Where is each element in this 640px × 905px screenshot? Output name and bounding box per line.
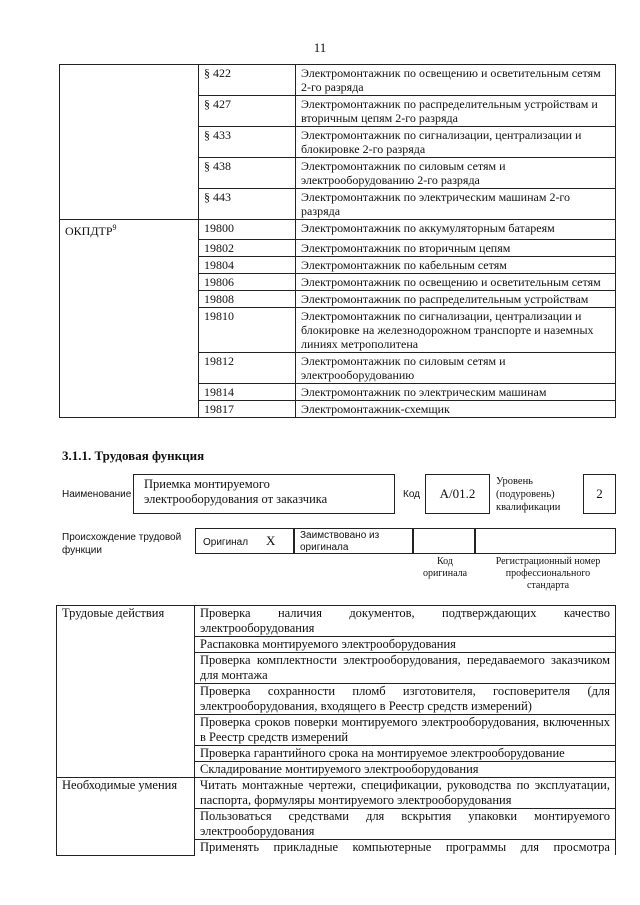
list-item: Читать монтажные чертежи, спецификации, руководства по эксплуатации, паспорта, формуляры монтируемого электрооборудования [195, 778, 616, 809]
code-cell: § 433 [199, 127, 296, 158]
page-number: 11 [313, 40, 327, 55]
table-row [60, 239, 616, 256]
name-cell: Электромонтажник по аккумуляторным батареям [296, 220, 616, 240]
original-label: Оригинал [203, 537, 249, 548]
origin-label-line: функции [62, 545, 102, 556]
code-cell: § 427 [199, 96, 296, 127]
caption-line: стандарта [526, 580, 570, 591]
name-cell: Электромонтажник по освещению и осветительным сетям 2-го разряда [296, 65, 616, 96]
original-code-caption [413, 556, 477, 580]
origin-label [62, 531, 181, 557]
level-label [496, 475, 560, 514]
reg-number-cell [475, 528, 616, 554]
code-cell: § 422 [199, 65, 296, 96]
code-cell: 19802 [199, 239, 296, 256]
list-item: Пользоваться средствами для вскрытия упаковки монтируемого электрооборудования [195, 809, 616, 840]
borrowed-cell [294, 528, 413, 554]
code-cell: 19810 [199, 307, 296, 352]
table-row [60, 220, 616, 240]
code-label: Код [403, 489, 421, 500]
table-row [60, 96, 616, 127]
code-cell: 19800 [199, 220, 296, 240]
original-cell [195, 528, 294, 554]
table-row [60, 290, 616, 307]
origin-label-line: Происхождение трудовой [62, 532, 182, 543]
code-cell: 19814 [199, 383, 296, 400]
reg-number-caption [480, 556, 616, 592]
okpdtr-label: ОКПДТР [65, 224, 113, 238]
code-cell: § 443 [199, 189, 296, 220]
list-item: Проверка сохранности пломб изготовителя, госповерителя (для электрооборудования, входящего в Реестр средств измерений) [195, 684, 616, 715]
borrowed-label-line: оригинала [300, 542, 349, 553]
section-title: 3.1.1. Трудовая функция [62, 448, 205, 463]
level-value-field: 2 [583, 474, 616, 514]
table-row [60, 383, 616, 400]
table-row [60, 352, 616, 383]
name-cell: Электромонтажник по силовым сетям и электрооборудованию 2-го разряда [296, 158, 616, 189]
name-cell: Электромонтажник по электрическим машинам 2-го разряда [296, 189, 616, 220]
level-label-line: квалификации [496, 502, 561, 513]
list-item: Распаковка монтируемого электрооборудования [195, 637, 616, 653]
name-cell: Электромонтажник по силовым сетям и электрооборудованию [296, 352, 616, 383]
name-cell: Электромонтажник по освещению и осветительным сетям [296, 273, 616, 290]
original-mark: X [266, 533, 276, 548]
table-row [60, 127, 616, 158]
borrowed-label [300, 530, 379, 554]
classification-table [59, 64, 616, 418]
level-label-line: (подуровень) [496, 489, 555, 500]
code-cell: 19806 [199, 273, 296, 290]
list-item: Складирование монтируемого электрооборудования [195, 762, 616, 778]
name-cell: Электромонтажник по распределительным устройствам [296, 290, 616, 307]
caption-line: Регистрационный номер [495, 556, 601, 567]
footnote-marker: 9 [112, 223, 117, 232]
list-item: Применять прикладные компьютерные программы для просмотра [195, 840, 616, 856]
name-cell: Электромонтажник по сигнализации, централизации и блокировке 2-го разряда [296, 127, 616, 158]
code-cell: 19808 [199, 290, 296, 307]
function-name-field: Приемка монтируемого электрооборудования от заказчика [133, 474, 395, 514]
name-cell: Электромонтажник по кабельным сетям [296, 256, 616, 273]
caption-line: профессионального [505, 568, 591, 579]
list-item: Проверка комплектности электрооборудования, передаваемого заказчиком для монтажа [195, 653, 616, 684]
name-cell: Электромонтажник по сигнализации, централизации и блокировке на железнодорожном транспорте и наземных линиях метрополитена [296, 307, 616, 352]
name-cell: Электромонтажник по вторичным цепям [296, 239, 616, 256]
table-row [57, 606, 616, 637]
table-row [60, 189, 616, 220]
table-row [60, 65, 616, 96]
function-code-field: А/01.2 [425, 474, 490, 514]
table-row [60, 307, 616, 352]
name-cell: Электромонтажник по электрическим машинам [296, 383, 616, 400]
table-row [60, 256, 616, 273]
name-cell: Электромонтажник-схемщик [296, 400, 616, 417]
list-item: Проверка сроков поверки монтируемого электрооборудования, включенных в Реестр средств измерений [195, 715, 616, 746]
skills-label: Необходимые умения [57, 778, 195, 856]
table-row [57, 778, 616, 809]
borrowed-label-line: Заимствовано из [300, 530, 380, 541]
code-cell: 19812 [199, 352, 296, 383]
table-row [60, 158, 616, 189]
name-label: Наименование [62, 489, 132, 500]
list-item: Проверка гарантийного срока на монтируемое электрооборудование [195, 746, 616, 762]
labor-functions-table [56, 605, 616, 856]
code-cell: 19817 [199, 400, 296, 417]
caption-line: Код [437, 556, 453, 567]
level-label-line: Уровень [496, 476, 533, 487]
code-cell: 19804 [199, 256, 296, 273]
origin-row [195, 528, 616, 554]
list-item: Проверка наличия документов, подтверждающих качество электрооборудования [195, 606, 616, 637]
original-code-cell [413, 528, 475, 554]
table-row [60, 273, 616, 290]
table-row [60, 400, 616, 417]
labor-actions-label: Трудовые действия [57, 606, 195, 778]
name-cell: Электромонтажник по распределительным устройствам и вторичным цепям 2-го разряда [296, 96, 616, 127]
code-cell: § 438 [199, 158, 296, 189]
caption-line: оригинала [422, 568, 468, 579]
